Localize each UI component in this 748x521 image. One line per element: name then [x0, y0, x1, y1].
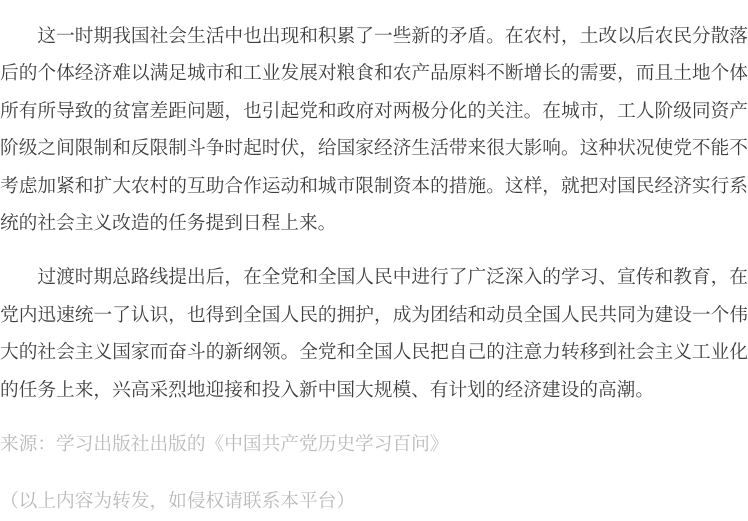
article-paragraph-1: 这一时期我国社会生活中也出现和积累了一些新的矛盾。在农村，土改以后农民分散落后的个体经济难以满足城市和工业发展对粮食和农产品原料不断增长的需要，而且土地个体所有所导致的贫富差距问题，也引起党和政府对两极分化的关注。在城市，工人阶级同资产阶级之间限制和反限制斗争时起时伏，给国家经济生活带来很大影响。这种状况使党不能不考虑加紧和扩大农村的互助合作运动和城市限制资本的措施。这样，就把对国民经济实行系统的社会主义改造的任务提到日程上来。: [0, 26, 748, 235]
article-paragraph-2: 过渡时期总路线提出后，在全党和全国人民中进行了广泛深入的学习、宣传和教育，在党内迅速统一了认识，也得到全国人民的拥护，成为团结和动员全国人民共同为建设一个伟大的社会主义国家而奋斗的新纲领。全党和全国人民把自己的注意力转移到社会主义工业化的任务上来，兴高采烈地迎接和投入新中国大规模、有计划的经济建设的高潮。: [0, 267, 748, 401]
source-line: 来源：学习出版社出版的《中国共产党历史学习百问》: [0, 434, 449, 456]
disclaimer-line: （以上内容为转发，如侵权请联系本平台）: [0, 491, 356, 513]
